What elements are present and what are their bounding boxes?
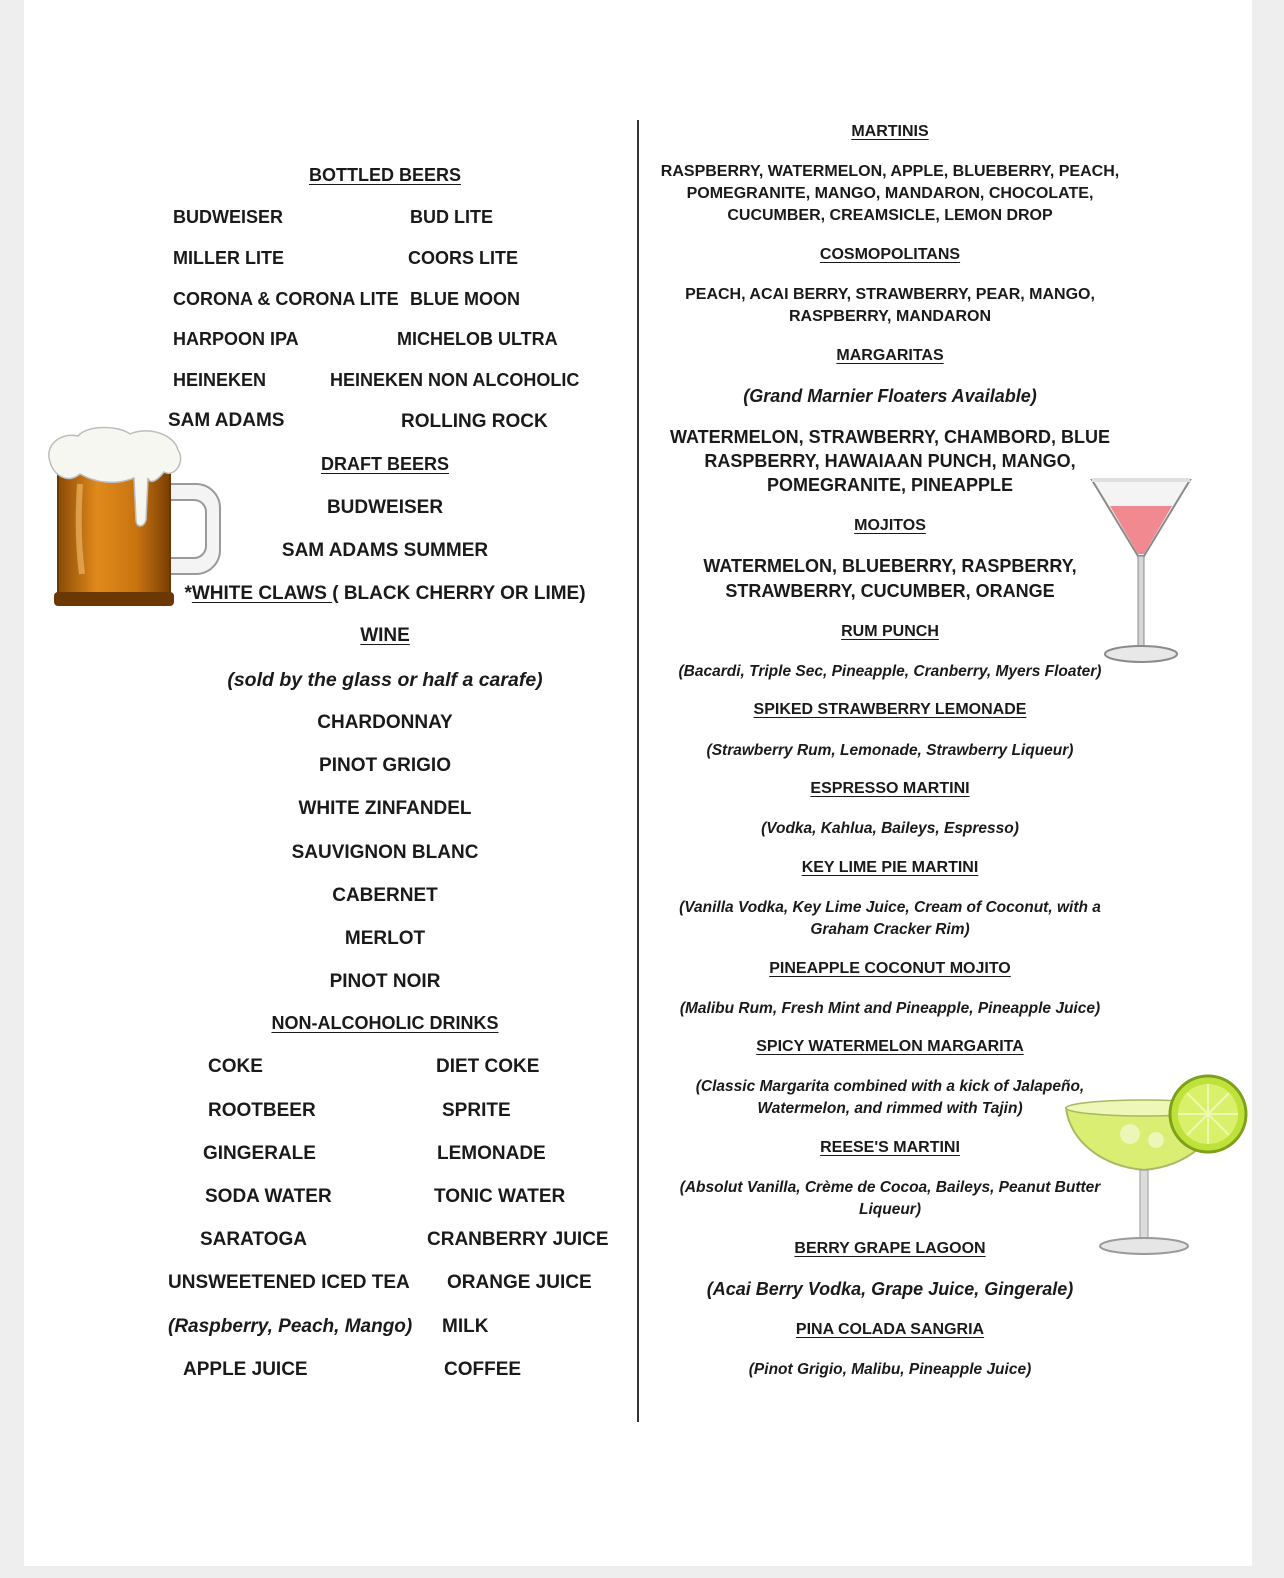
list-item: CORONA & CORONA LITE <box>173 289 399 309</box>
pineapple-mojito-line: (Malibu Rum, Fresh Mint and Pineapple, Pineapple Juice) <box>679 1000 1101 1017</box>
margarita-glass-with-lime-icon <box>1060 1074 1250 1260</box>
white-claws-line <box>184 583 585 605</box>
list-item: SAUVIGNON BLANC <box>291 842 479 863</box>
list-item: BUDWEISER <box>326 497 444 518</box>
white-claws-note: ( BLACK CHERRY OR LIME) <box>332 583 586 604</box>
espresso-line: (Vodka, Kahlua, Baileys, Espresso) <box>761 820 1019 837</box>
list-item: DIET COKE <box>436 1056 540 1077</box>
pina-colada-heading: PINA COLADA SANGRIA <box>795 1321 985 1338</box>
list-item: COFFEE <box>444 1359 522 1380</box>
list-item: APPLE JUICE <box>183 1359 308 1380</box>
rum-punch-line: (Bacardi, Triple Sec, Pineapple, Cranberry, Myers Floater) <box>678 663 1102 680</box>
rum-punch-heading: RUM PUNCH <box>841 623 939 640</box>
margaritas-heading: MARGARITAS <box>836 347 944 364</box>
list-item: BUD LITE <box>410 207 493 227</box>
wine-heading: WINE <box>360 625 410 646</box>
list-item: BUDWEISER <box>173 207 284 227</box>
list-item: ROOTBEER <box>208 1100 316 1121</box>
list-item: CRANBERRY JUICE <box>427 1229 609 1250</box>
list-item: SPRITE <box>442 1100 511 1121</box>
key-lime-heading: KEY LIME PIE MARTINI <box>801 859 979 876</box>
list-item: GINGERALE <box>203 1143 316 1164</box>
list-item: MILK <box>442 1316 489 1337</box>
spiked-lemonade-line: (Strawberry Rum, Lemonade, Strawberry Liqueur) <box>706 742 1074 759</box>
list-item: LEMONADE <box>437 1143 546 1164</box>
margaritas-note: (Grand Marnier Floaters Available) <box>743 386 1037 406</box>
spicy-margarita-line: (Classic Margarita combined with a kick of Jalapeño, <box>695 1078 1085 1095</box>
list-item: ORANGE JUICE <box>447 1272 592 1293</box>
list-item: MERLOT <box>344 928 426 949</box>
list-item: TONIC WATER <box>434 1186 566 1207</box>
beer-mug-icon <box>44 424 226 610</box>
cosmopolitans-line: RASPBERRY, MANDARON <box>788 308 992 325</box>
list-item: HEINEKEN NON ALCOHOLIC <box>330 370 580 390</box>
spicy-margarita-line: Watermelon, and rimmed with Tajin) <box>757 1100 1023 1117</box>
white-claws-label: WHITE CLAWS <box>191 583 333 604</box>
list-item: SAM ADAMS SUMMER <box>281 540 489 561</box>
list-item: MILLER LITE <box>173 248 284 268</box>
list-item: SODA WATER <box>205 1186 332 1207</box>
bottled-beers-heading: BOTTLED BEERS <box>308 165 462 185</box>
white-claws-prefix: * <box>184 583 192 604</box>
list-item: COKE <box>208 1056 263 1077</box>
berry-grape-line: (Acai Berry Vodka, Grape Juice, Gingerale) <box>706 1279 1074 1299</box>
key-lime-line: Graham Cracker Rim) <box>810 921 970 938</box>
cosmopolitans-line: PEACH, ACAI BERRY, STRAWBERRY, PEAR, MANGO, <box>685 286 1095 303</box>
pina-colada-line: (Pinot Grigio, Malibu, Pineapple Juice) <box>748 1361 1032 1378</box>
espresso-heading: ESPRESSO MARTINI <box>810 780 970 797</box>
margaritas-line: RASPBERRY, HAWAIAAN PUNCH, MANGO, <box>704 451 1076 471</box>
pineapple-mojito-heading: PINEAPPLE COCONUT MOJITO <box>769 960 1011 977</box>
list-item: UNSWEETENED ICED TEA <box>168 1272 410 1293</box>
berry-grape-heading: BERRY GRAPE LAGOON <box>794 1240 986 1257</box>
list-item: SAM ADAMS <box>168 410 285 431</box>
martinis-line: CUCUMBER, CREAMSICLE, LEMON DROP <box>727 207 1053 224</box>
cosmopolitans-heading: COSMOPOLITANS <box>819 246 961 263</box>
wine-note: (sold by the glass or half a carafe) <box>227 669 543 691</box>
mojitos-line: WATERMELON, BLUEBERRY, RASPBERRY, <box>703 556 1077 576</box>
list-item: BLUE MOON <box>410 289 520 309</box>
non-alcoholic-heading: NON-ALCOHOLIC DRINKS <box>271 1013 499 1033</box>
reeses-line: Liqueur) <box>859 1201 921 1218</box>
margaritas-line: WATERMELON, STRAWBERRY, CHAMBORD, BLUE <box>670 427 1110 447</box>
martinis-line: POMEGRANITE, MANGO, MANDARON, CHOCOLATE, <box>686 185 1094 202</box>
mojitos-heading: MOJITOS <box>854 517 926 534</box>
list-item: CABERNET <box>332 885 438 906</box>
martinis-heading: MARTINIS <box>851 123 929 140</box>
reeses-heading: REESE'S MARTINI <box>820 1139 960 1156</box>
list-item: PINOT NOIR <box>329 971 441 992</box>
list-item: ROLLING ROCK <box>401 411 548 432</box>
list-item: WHITE ZINFANDEL <box>298 798 472 819</box>
column-divider <box>637 120 639 1422</box>
martini-glass-icon <box>1088 474 1194 668</box>
list-item: (Raspberry, Peach, Mango) <box>168 1316 413 1337</box>
list-item: SARATOGA <box>200 1229 307 1250</box>
list-item: HEINEKEN <box>173 370 267 390</box>
mojitos-line: STRAWBERRY, CUCUMBER, ORANGE <box>725 581 1055 601</box>
martinis-line: RASPBERRY, WATERMELON, APPLE, BLUEBERRY, PEACH, <box>660 163 1120 180</box>
menu-page <box>24 0 1252 1566</box>
list-item: PINOT GRIGIO <box>319 755 451 776</box>
spicy-margarita-heading: SPICY WATERMELON MARGARITA <box>756 1038 1024 1055</box>
draft-beers-heading: DRAFT BEERS <box>320 454 450 474</box>
list-item: CHARDONNAY <box>317 712 453 733</box>
list-item: HARPOON IPA <box>173 329 299 349</box>
reeses-line: (Absolut Vanilla, Crème de Cocoa, Baileys, Peanut Butter <box>679 1179 1101 1196</box>
list-item: COORS LITE <box>408 248 519 268</box>
key-lime-line: (Vanilla Vodka, Key Lime Juice, Cream of Coconut, with a <box>679 899 1101 916</box>
list-item: MICHELOB ULTRA <box>397 329 558 349</box>
spiked-lemonade-heading: SPIKED STRAWBERRY LEMONADE <box>753 701 1027 718</box>
margaritas-line: POMEGRANITE, PINEAPPLE <box>766 475 1014 495</box>
